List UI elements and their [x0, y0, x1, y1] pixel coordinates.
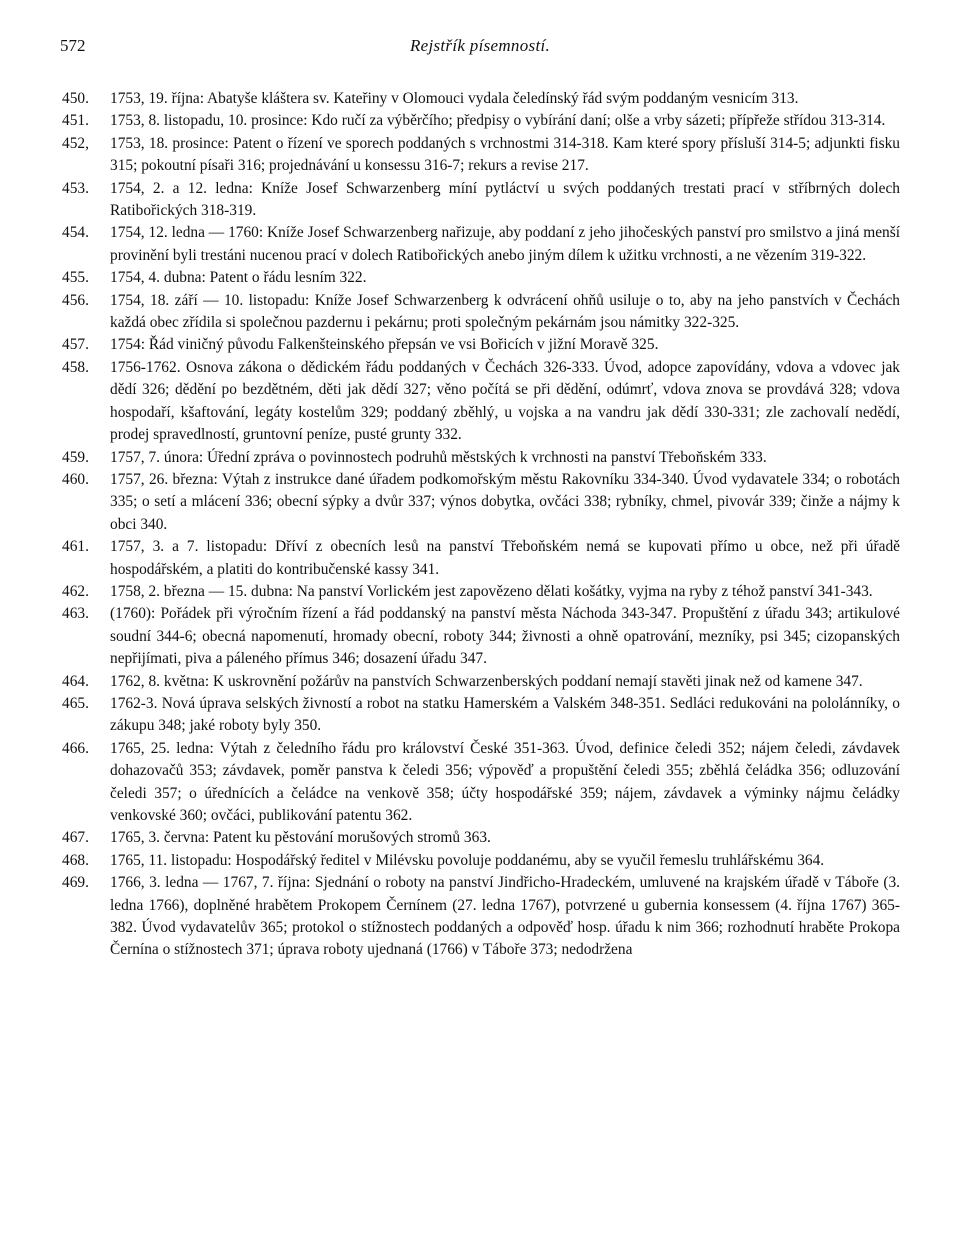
entry-number: 453.	[62, 179, 89, 197]
entry-text: 1762, 8. května: K uskrovnění požárův na panstvích Schwarzenberských poddaní nemají stavěti jinak než od kamene 347.	[110, 672, 863, 690]
entry-text: 1754, 4. dubna: Patent o řádu lesním 322.	[110, 269, 367, 287]
entry-number: 462.	[62, 582, 89, 600]
entry-number: 456.	[62, 291, 89, 309]
list-item	[62, 693, 900, 738]
list-item	[62, 222, 900, 267]
entry-number: 457.	[62, 336, 89, 354]
entry-text: 1754, 12. ledna — 1760: Kníže Josef Schwarzenberg nařizuje, aby poddaní z jeho jihočeských panství pro smilstvo a jiná menší provinění byli trestáni nucenou prací v dolech Ratibořických anebo jiným dílem k užitku vrchnosti, a ne vězením 319-322.	[110, 224, 900, 264]
list-item	[62, 447, 900, 469]
entry-text: 1762-3. Nová úprava selských živností a robot na statku Hamerském a Valském 348-351. Sedláci redukováni na pololánníky, o zákupu 348; jaké roboty byly 350.	[110, 694, 900, 735]
entry-text: 1757, 26. března: Výtah z instrukce dané úřadem podkomořským městu Rakovníku 334-340. Úvod vydavatele 334; o robotách 335; o setí a mlácení 336; obecní sýpky a dvůr 337; výnos dobytka, ovčáci 338; rybníky, chmel, pivovár 339; činže a nájmy k obci 340.	[110, 470, 900, 533]
list-item	[62, 110, 900, 132]
list-item	[62, 872, 900, 962]
list-item	[62, 738, 900, 828]
entry-text: 1758, 2. března — 15. dubna: Na panství Vorlickém jest zapovězeno dělati košátky, vyjma na ryby z téhož panství 341-343.	[110, 582, 873, 600]
list-item	[62, 267, 900, 289]
list-item	[62, 603, 900, 670]
entry-text: 1753, 19. října: Abatyše kláštera sv. Kateřiny v Olomouci vydala čeledínský řád svým poddaným vesnicím 313.	[110, 90, 799, 107]
entry-text: 1753, 18. prosince: Patent o řízení ve sporech poddaných s vrchnostmi 314-318. Kam které spory přísluší 314-5; adjunkti fisku 315; pokoutní písaři 316; projednávání u konsessu 316-7; rekurs a revise 217.	[110, 134, 900, 175]
entry-number: 461.	[62, 538, 89, 556]
entry-number: 450.	[62, 90, 89, 107]
list-item	[62, 850, 900, 872]
entry-text: 1754, 18. září — 10. listopadu: Kníže Josef Schwarzenberg k odvrácení ohňů usiluje o to, aby na jeho panstvích v Čechách každá obec zřídila si společnou pazdernu i pekárnu; proti společným pekárnám jsou námitky 322-325.	[110, 291, 900, 332]
entry-number: 464.	[62, 672, 89, 690]
list-item	[62, 581, 900, 603]
entry-number: 451.	[62, 112, 89, 130]
entry-number: 465.	[62, 694, 89, 712]
entry-text: 1754, 2. a 12. ledna: Kníže Josef Schwarzenberg míní pytláctví u svých poddaných trestati prací v stříbrných dolech Ratibořických 318-319.	[110, 179, 900, 220]
entry-number: 463.	[62, 605, 89, 623]
entry-text: 1765, 3. června: Patent ku pěstování morušových stromů 363.	[110, 829, 491, 847]
entry-number: 460.	[62, 470, 89, 488]
list-item	[62, 671, 900, 693]
list-item	[62, 357, 900, 447]
entry-list	[62, 88, 900, 962]
entry-number: 466.	[62, 739, 89, 757]
entry-text: 1756-1762. Osnova zákona o dědickém řádu poddaných v Čechách 326-333. Úvod, adopce zapovídány, vdova a vdovec jak dědí 326; dědění po bezdětném, děti jak dědí 327; věno počítá se při dědění, odúmrť, vdova znova se provdává 328; vdova hospodaří, kšaftování, legáty kostelům 329; poddaný zběhlý, u vojska a na vandru jak dědí 330-331; zle zachovalí nedědí, prodej spravedlností, gruntovní peníze, pusté grunty 332.	[110, 358, 900, 444]
entry-text: 1754: Řád viničný původu Falkenšteinského přepsán ve vsi Bořicích v jižní Moravě 325.	[110, 336, 659, 354]
entry-number: 467.	[62, 829, 89, 847]
list-item	[62, 290, 900, 335]
entry-number: 469.	[62, 874, 89, 892]
list-item	[62, 334, 900, 356]
entry-text: (1760): Pořádek při výročním řízení a řád poddanský na panství města Náchoda 343-347. Propuštění z úřadu 343; artikulové soudní 344-6; obecná napomenutí, hromady obecní, roboty 344; živnosti a ohně opatrování, mezníky, psi 345; cizopanských nepřijímati, piva a páleného přímus 346; dosazení úřadu 347.	[110, 605, 900, 668]
list-item	[62, 178, 900, 223]
list-item	[62, 536, 900, 581]
entry-number: 452,	[62, 134, 89, 152]
entry-text: 1765, 25. ledna: Výtah z čeledního řádu pro království České 351-363. Úvod, definice čeledi 352; nájem čeledi, závdavek dohazovačů 353; závdavek, poměr panstva k čeledi 356; výpověď a propuštění čeledi 355; zběhlá čeládka 356; odluzování čeledi 357; o úřednících a čeládce na venkově 358; účty hospodářské 359; nájem, závdavek a výminky nájmu čeládky venkovské 360; ovčáci, publikování patentu 362.	[110, 739, 900, 824]
entry-text: 1757, 7. února: Úřední zpráva o povinnostech podruhů městských k vrchnosti na panství Třeboňském 333.	[110, 448, 767, 466]
list-item	[62, 88, 900, 110]
list-item	[62, 133, 900, 178]
list-item	[62, 469, 900, 536]
entry-text: 1757, 3. a 7. listopadu: Dříví z obecních lesů na panství Třeboňském nemá se kupovati přímo u obce, než při úřadě hospodářském, a platiti do kontribučenské kassy 341.	[110, 538, 900, 578]
entry-number: 468.	[62, 851, 89, 869]
entry-text: 1766, 3. ledna — 1767, 7. října: Sjednání o roboty na panství Jindřicho-Hradeckém, umluvené na krajském úřadě v Táboře (3. ledna 1766), doplněné hrabětem Prokopem Černínem (27. ledna 1767), potvrzené u gubernia konsessem (4. října 1767) 365-382. Úvod vydavatelův 365; protokol o stížnostech poddaných a odpověď hosp. úřadu k nim 366; rozhodnutí hraběte Prokopa Černína o stížnostech 371; úprava roboty ujednaná (1766) v Táboře 373; nedodržena	[110, 874, 900, 959]
entry-text: 1753, 8. listopadu, 10. prosince: Kdo ručí za výběrčího; předpisy o vybírání daní; olše a vrby sázeti; přípřeže střídou 313-314.	[110, 112, 886, 130]
entry-number: 459.	[62, 448, 89, 466]
entry-number: 455.	[62, 269, 89, 287]
running-title: Rejstřík písemností.	[409, 36, 551, 55]
page-header	[60, 36, 900, 60]
list-item	[62, 827, 900, 849]
entry-number: 458.	[62, 358, 89, 376]
entry-number: 454.	[62, 224, 89, 242]
entry-text: 1765, 11. listopadu: Hospodářský ředitel v Milévsku povoluje poddanému, aby se vyučil řemeslu truhlářskému 364.	[110, 851, 825, 869]
page-number: 572	[60, 36, 86, 55]
